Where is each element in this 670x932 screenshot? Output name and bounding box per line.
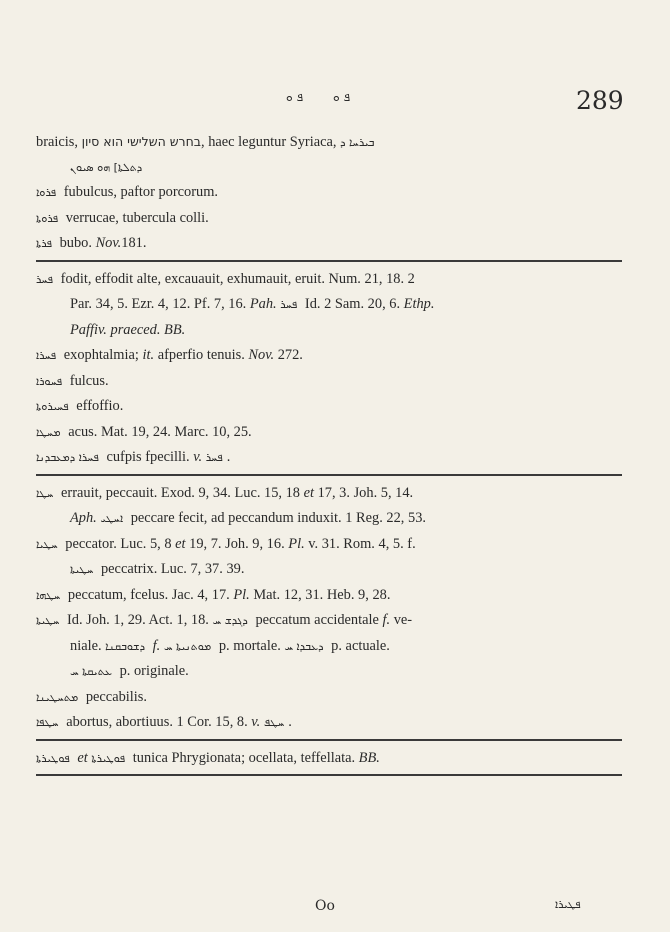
syriac-word: ܚܛܐ [36,486,54,500]
latin-text: . [226,449,231,465]
syriac-word: ܚܛܝܬܐ [36,614,60,627]
text-line [36,532,636,558]
latin-text: fubulcus, paftor porcorum. [60,184,219,200]
section-rule [36,474,622,476]
latin-text: effoffio. [72,398,124,414]
latin-text: fodit, effodit alte, excauauit, exhumauit, eruit. Num. 21, 18. 2 [57,270,415,287]
syriac-word: ܦܘܛܝܪܬܐ [91,751,126,765]
italic-text: v. [251,714,261,730]
text-line [36,746,636,772]
latin-text: 272. [274,347,303,363]
syriac-word: ܦܚܪܐ ܕܡܥܒܕܢܐ [36,451,99,464]
italic-text: Nov. [95,235,122,251]
syriac-word: ܚܛܝܬܐ [70,563,94,576]
header-syriac-left: ܦ ܘ [332,90,351,104]
latin-text: afperfio tenuis. [154,347,249,363]
syriac-word: ܕܫܘܒܩܢܐ [105,639,146,653]
italic-text: v. [193,449,203,465]
latin-text: Par. 34, 5. Ezr. 4, 12. Pf. 7, 16. [70,296,250,312]
text-line [36,481,636,507]
latin-text: cufpis fpecilli. [102,449,194,465]
text-line [36,608,636,634]
latin-text: peccatum, fcelus. Jac. 4, 17. [64,586,234,603]
latin-text: tunica Phrygionata; ocellata, teffellata. [129,749,359,766]
latin-text: bubo. [55,235,96,251]
syriac-word: ܦܚܪ [36,272,54,286]
text-line [36,155,636,181]
latin-text: peccabilis. [82,688,147,705]
syriac-word: ܚܛܝܐ [36,537,58,551]
syriac-word: ܦܪܘܐ [36,186,57,199]
syriac-word: ܡܚܛܐ [36,425,61,439]
latin-text: acus. Mat. 19, 24. Marc. 10, 25. [64,423,252,440]
italic-text: Pl. [233,586,250,603]
latin-text: Id. 2 Sam. 20, 6. [301,296,404,312]
text-line [36,267,636,293]
latin-text: verrucae, tubercula colli. [62,209,209,226]
italic-text: f. [152,637,161,654]
latin-text: 17, 3. Joh. 5, 14. [314,484,414,501]
latin-text: peccatrix. Luc. 7, 37. 39. [97,561,245,577]
text-line [36,420,636,446]
syriac-word: ܕܥܒܕܐ ܚ [284,639,324,653]
syriac-word: ܚܛܗܐ [36,588,61,602]
latin-text: Mat. 12, 31. Heb. 9, 28. [249,586,391,603]
signature-mark: Oo [315,898,335,914]
latin-text: . [288,714,292,730]
text-line [36,343,636,369]
syriac-word: ܦܪܬܐ [36,237,52,250]
hebrew-phrase: בחרש השלישי הוא סיון [81,134,202,149]
section-rule [36,739,622,741]
italic-text: Aph. [70,510,97,526]
italic-text: f. [382,612,391,628]
latin-text: peccare fecit, ad peccandum induxit. 1 Reg. 22, 53. [127,510,426,526]
latin-text: v. 31. Rom. 4, 5. f. [304,535,416,552]
syriac-word: ܚܛܦ [263,716,285,729]
running-header [286,90,376,105]
latin-text: peccator. Luc. 5, 8 [61,535,176,552]
latin-text: p. mortale. [215,637,285,654]
syriac-word: ܦܚܪܐ [36,349,57,362]
italic-text: BB. [358,749,380,766]
italic-text: Ethp. [403,296,435,312]
latin-text: 19, 7. Joh. 9, 16. [185,535,289,552]
text-line [36,685,636,711]
syriac-word: ܦܚܘܪܐ [36,374,63,388]
latin-text: , haec leguntur Syriaca, [201,134,341,150]
section-rule [36,260,622,262]
syriac-word: ܡܬܚܛܝܢܐ [36,690,79,704]
italic-text: Paffiv. praeced. BB. [70,321,186,338]
text-line [36,634,636,660]
text-line [36,445,636,471]
text-line [36,206,636,232]
dictionary-text [36,129,636,781]
latin-text: braicis, [36,134,82,150]
syriac-word: ܕܬܠܬܐ] ܗܘ ܣܝܘܢ [70,160,143,174]
syriac-word: ܦܚܪ [280,298,298,311]
text-line [36,369,636,395]
text-line [36,710,636,736]
text-line [36,180,636,206]
latin-text: p. actuale. [327,637,390,654]
syriac-word: ܐܚܛܝ [100,512,124,525]
latin-text: Id. Joh. 1, 29. Act. 1, 18. [63,612,213,628]
latin-text: peccatum accidentale [251,612,383,628]
text-line [36,129,636,155]
latin-text: abortus, abortiuus. 1 Cor. 15, 8. [62,714,252,730]
text-line [36,506,636,532]
text-line [36,557,636,583]
page-number: 289 [576,86,624,115]
latin-text: errauit, peccauit. Exod. 9, 34. Luc. 15, 18 [57,484,304,501]
italic-text: et [303,484,314,501]
text-line [36,394,636,420]
italic-text: Pah. [249,296,277,312]
latin-text: niale. [70,637,106,654]
text-line [36,659,636,685]
text-line [36,231,636,257]
italic-text: et [77,749,88,766]
syriac-word: ܥܬܝܩܬܐ ܚ [70,665,112,678]
header-syriac-mid: ܦ ܘ [286,90,304,104]
latin-text: 181. [121,235,147,251]
section-rule [36,774,622,776]
syriac-word: ܦܪܘܬܐ [36,211,59,225]
syriac-word: ܒܝܪܚܐ ܕ [340,136,375,149]
latin-text: p. originale. [116,663,189,679]
syriac-word: ܚܛܦܐ [36,716,59,729]
catchword: ܦܛܝܪܐ [555,898,581,911]
syriac-word: ܦܚܪ [205,451,223,464]
text-line [36,292,636,318]
italic-text: et [175,535,186,552]
syriac-word: ܡܘܬܢܝܬܐ ܚ [163,639,212,653]
italic-text: Nov. [248,347,275,363]
text-line [36,583,636,609]
latin-text: exophtalmia; [60,347,143,363]
text-line [36,318,636,344]
syriac-word: ܦܘܛܝܪܬܐ [36,751,70,765]
italic-text: Pl. [288,535,305,552]
syriac-word: ܕܓܕܫ ܚ [212,614,248,627]
syriac-word: ܦܚܝܪܘܬܐ [36,400,69,413]
latin-text: ve- [390,612,413,628]
italic-text: it. [142,347,155,363]
latin-text: fulcus. [66,372,109,389]
